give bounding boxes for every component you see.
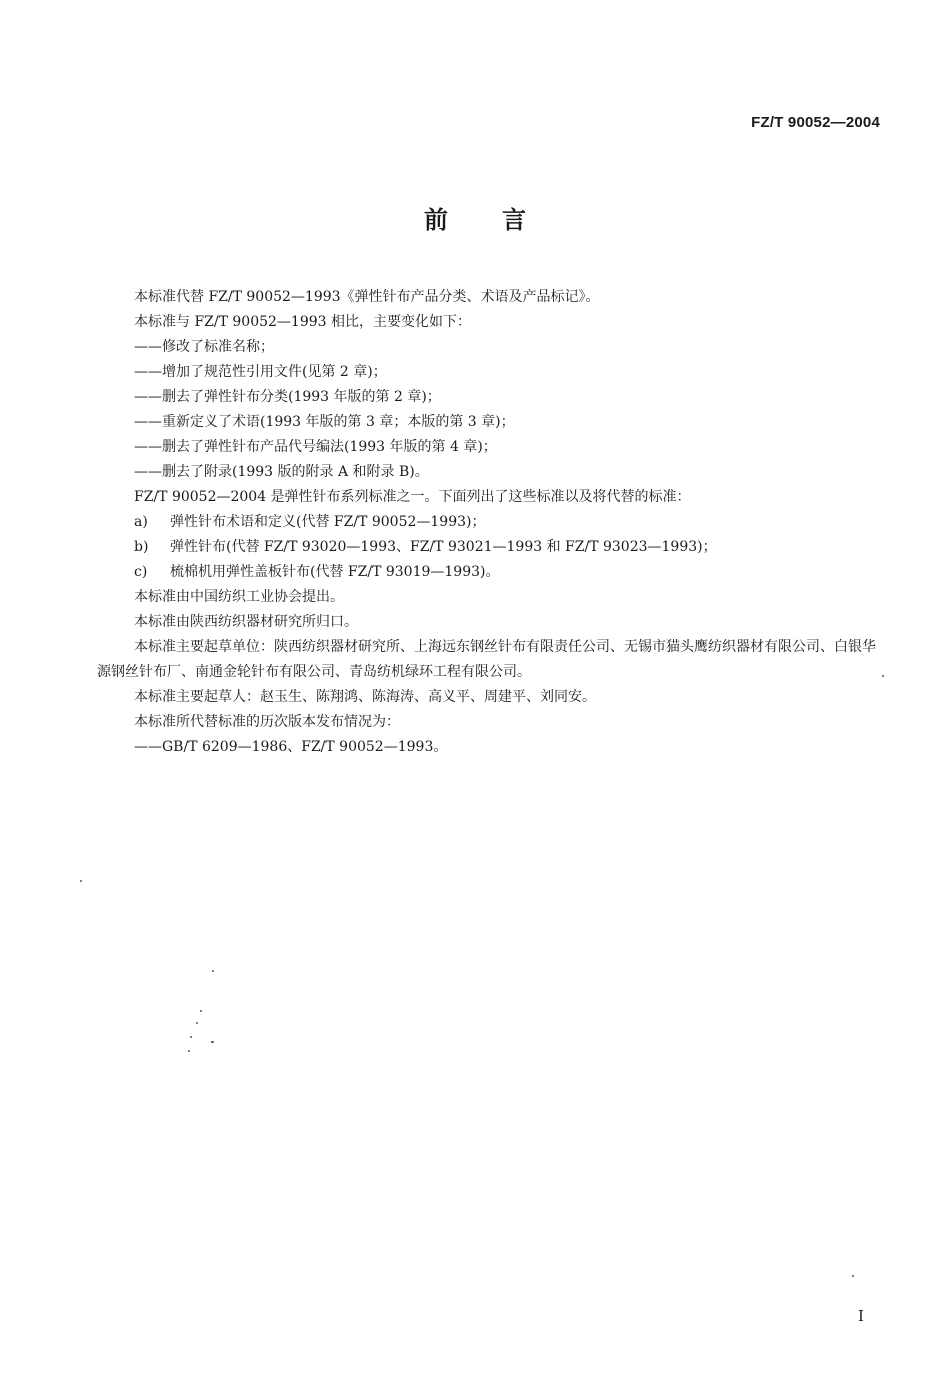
change-item: ——删去了弹性针布分类(1993 年版的第 2 章)； xyxy=(134,389,441,405)
change-item: ——删去了附录(1993 版的附录 A 和附录 B)。 xyxy=(134,464,429,480)
paragraph-history-list: ——GB/T 6209—1986、FZ/T 90052—1993。 xyxy=(134,739,448,755)
paragraph-proposer: 本标准由中国纺织工业协会提出。 xyxy=(134,589,344,605)
list-item-label: a) xyxy=(134,514,148,530)
scan-speck xyxy=(211,1041,214,1043)
list-item-label: b) xyxy=(134,539,149,555)
list-item-text: 弹性针布(代替 FZ/T 93020—1993、FZ/T 93021—1993 和 FZ/T 93023—1993)； xyxy=(170,539,717,555)
paragraph-drafting-units: 本标准主要起草单位：陕西纺织器材研究所、上海远东钢丝针布有限责任公司、无锡市猫头鹰纺织器材有限公司、白银华源钢丝针布厂、南通金轮针布有限公司、青岛纺机绿环工程有限公司。 xyxy=(97,639,876,680)
page-number: I xyxy=(858,1307,864,1325)
scan-speck xyxy=(190,1036,192,1038)
scan-speck xyxy=(80,880,82,882)
scan-speck xyxy=(882,675,884,677)
foreword-body xyxy=(97,285,882,760)
change-item: ——重新定义了术语(1993 年版的第 3 章；本版的第 3 章)； xyxy=(134,414,515,430)
list-item-text: 弹性针布术语和定义(代替 FZ/T 90052—1993)； xyxy=(170,514,486,530)
scan-speck xyxy=(852,1275,854,1277)
paragraph-changes-intro: 本标准与 FZ/T 90052—1993 相比，主要变化如下： xyxy=(134,314,472,330)
paragraph-drafters: 本标准主要起草人：赵玉生、陈翔鸿、陈海涛、高义平、周建平、刘同安。 xyxy=(134,689,596,705)
scan-speck xyxy=(212,970,214,972)
paragraph-series-intro: FZ/T 90052—2004 是弹性针布系列标准之一。下面列出了这些标准以及将代替的标准： xyxy=(134,489,691,505)
list-item xyxy=(97,510,882,535)
paragraph-replaces: 本标准代替 FZ/T 90052—1993《弹性针布产品分类、术语及产品标记》。 xyxy=(134,289,600,305)
list-item-text: 梳棉机用弹性盖板针布(代替 FZ/T 93019—1993)。 xyxy=(170,564,500,580)
list-item xyxy=(97,535,882,560)
scan-speck xyxy=(188,1050,190,1052)
paragraph-history-intro: 本标准所代替标准的历次版本发布情况为： xyxy=(134,714,400,730)
paragraph-administrator: 本标准由陕西纺织器材研究所归口。 xyxy=(134,614,358,630)
change-item: ——增加了规范性引用文件(见第 2 章)； xyxy=(134,364,387,380)
page-title: 前言 xyxy=(424,206,580,234)
scan-speck xyxy=(196,1022,198,1024)
change-item: ——删去了弹性针布产品代号编法(1993 年版的第 4 章)； xyxy=(134,439,497,455)
scan-speck xyxy=(200,1010,202,1012)
standard-code: FZ/T 90052—2004 xyxy=(751,114,880,131)
list-item-label: c) xyxy=(134,564,148,580)
change-item: ——修改了标准名称； xyxy=(134,339,274,355)
list-item xyxy=(97,560,882,585)
